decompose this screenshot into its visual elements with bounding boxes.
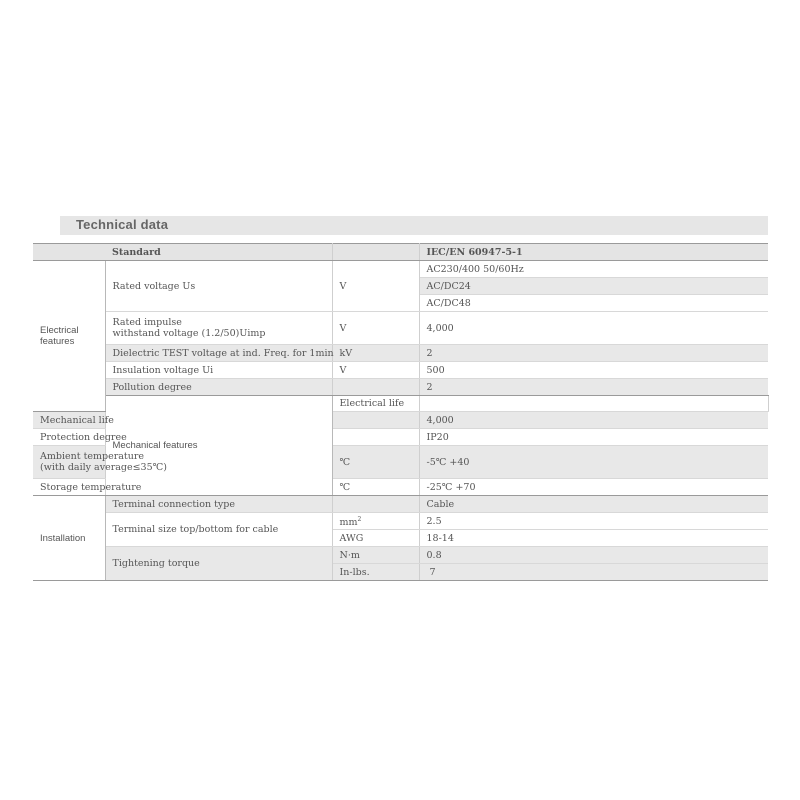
row-value-rated-voltage-2: AC/DC24	[419, 278, 768, 295]
row-value-torque-lbs: 7	[419, 564, 768, 581]
row-label-electrical-life: Electrical life	[332, 396, 419, 412]
row-unit-pollution	[332, 379, 419, 396]
header-standard-label: Standard	[105, 244, 332, 261]
table-row	[33, 379, 768, 396]
table-row	[33, 547, 768, 564]
table-row	[33, 513, 768, 530]
row-label-impulse: Rated impulse withstand voltage (1.2/50)Uimp	[105, 312, 332, 345]
section-title: Technical data	[76, 217, 169, 232]
row-label-dielectric: Dielectric TEST voltage at ind. Freq. for 1min	[105, 345, 332, 362]
header-standard-value: IEC/EN 60947-5-1	[419, 244, 768, 261]
row-unit-electrical-life	[419, 396, 768, 412]
row-value-ambient: -5℃ +40	[419, 446, 768, 479]
section-title-bar	[60, 216, 768, 235]
row-label-insulation: Insulation voltage Ui	[105, 362, 332, 379]
row-label-pollution: Pollution degree	[105, 379, 332, 396]
technical-data-table	[33, 243, 768, 581]
table-row	[33, 312, 768, 345]
row-value-insulation: 500	[419, 362, 768, 379]
row-label-storage: Storage temperature	[33, 479, 105, 496]
row-value-rated-voltage-3: AC/DC48	[419, 295, 768, 312]
row-label-protection: Protection degree	[33, 429, 105, 446]
row-unit-ambient: ℃	[332, 446, 419, 479]
header-unit	[332, 244, 419, 261]
row-label-torque: Tightening torque	[105, 547, 332, 581]
group-mechanical-features: Mechanical features	[105, 396, 332, 496]
row-label-terminal-type: Terminal connection type	[105, 496, 332, 513]
row-label-mechanical-life: Mechanical life	[33, 412, 105, 429]
row-value-pollution: 2	[419, 379, 768, 396]
header-group-cell	[33, 244, 105, 261]
row-value-terminal-size-mm: 2.5	[419, 513, 768, 530]
row-value-torque-nm: 0.8	[419, 547, 768, 564]
table-row	[33, 345, 768, 362]
row-label-terminal-size: Terminal size top/bottom for cable	[105, 513, 332, 547]
row-unit-storage: ℃	[332, 479, 419, 496]
row-unit-rated-voltage: V	[332, 261, 419, 312]
row-value-dielectric: 2	[419, 345, 768, 362]
row-value-terminal-size-awg: 18-14	[419, 530, 768, 547]
table-row	[33, 261, 768, 278]
row-label-ambient: Ambient temperature (with daily average≤35℃)	[33, 446, 105, 479]
row-label-rated-voltage: Rated voltage Us	[105, 261, 332, 312]
row-unit-dielectric: kV	[332, 345, 419, 362]
table-header-row	[33, 244, 768, 261]
row-unit-terminal-type	[332, 496, 419, 513]
row-unit-terminal-size-awg: AWG	[332, 530, 419, 547]
row-unit-impulse: V	[332, 312, 419, 345]
row-unit-torque-nm: N·m	[332, 547, 419, 564]
row-unit-torque-lbs: In-lbs.	[332, 564, 419, 581]
table-row	[33, 496, 768, 513]
table-row	[33, 396, 768, 412]
group-electrical-features: Electrical features	[33, 261, 105, 412]
row-value-protection: IP20	[419, 429, 768, 446]
row-unit-insulation: V	[332, 362, 419, 379]
row-unit-mechanical-life	[332, 412, 419, 429]
table-row	[33, 362, 768, 379]
row-value-terminal-type: Cable	[419, 496, 768, 513]
row-unit-protection	[332, 429, 419, 446]
group-installation: Installation	[33, 496, 105, 581]
row-value-mechanical-life: 4,000	[419, 412, 768, 429]
row-value-impulse: 4,000	[419, 312, 768, 345]
row-unit-terminal-size-mm: $mm^2$	[332, 513, 419, 530]
row-value-rated-voltage-1: AC230/400 50/60Hz	[419, 261, 768, 278]
row-value-storage: -25℃ +70	[419, 479, 768, 496]
